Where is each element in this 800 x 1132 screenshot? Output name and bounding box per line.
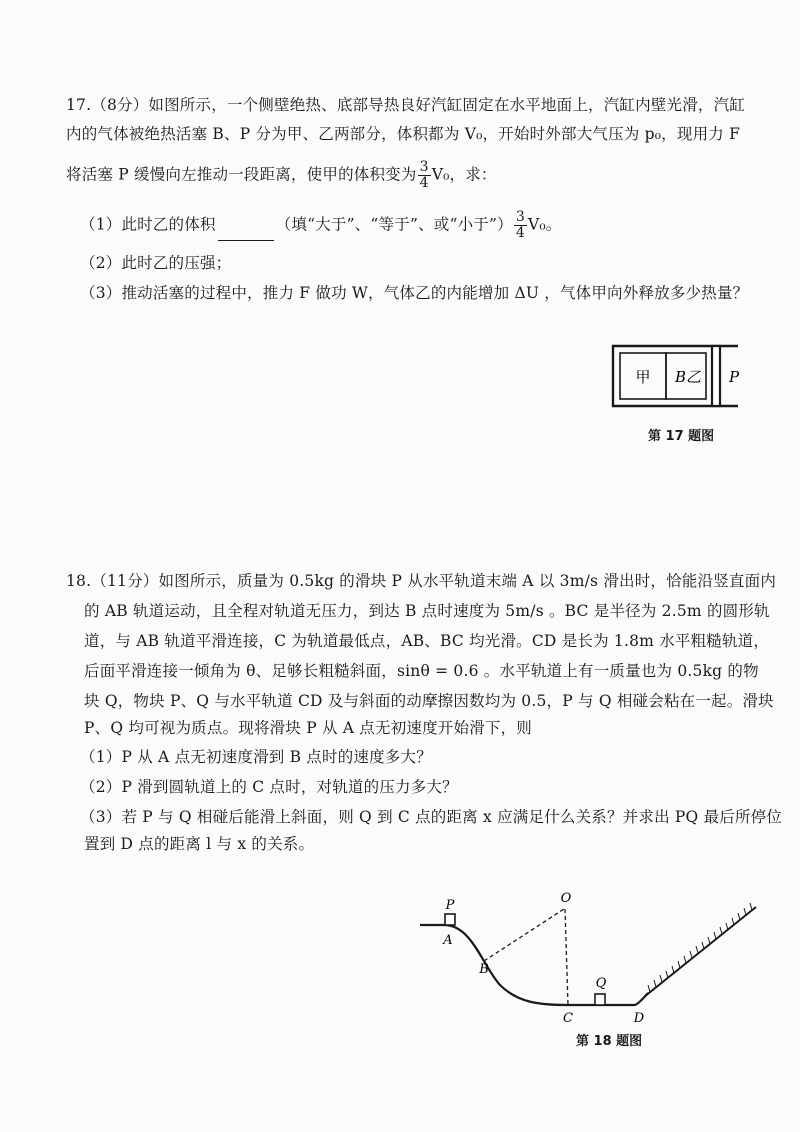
q17-line-3-tail: V₀，求： — [431, 165, 497, 184]
answer-blank[interactable] — [218, 224, 274, 241]
q18-sub-3-line-1: （3）若 P 与 Q 相碰后能滑上斜面，则 Q 到 C 点的距离 x 应满足什么关系？并求出 PQ 最后所停位 — [80, 808, 783, 826]
fraction-numerator: 3 — [515, 209, 525, 225]
q18-sub-3-line-2: 置到 D 点的距离 l 与 x 的关系。 — [84, 835, 315, 853]
q17-line-2: 内的气体被绝热活塞 B、P 分为甲、乙两部分，体积都为 V₀，开始时外部大气压为 p₀，现用力 F — [66, 125, 741, 143]
q18-line-4: 后面平滑连接一倾角为 θ、足够长粗糙斜面，sinθ = 0.6 。水平轨道上有一质量也为 0.5kg 的物 — [84, 662, 759, 680]
block-p — [445, 914, 455, 925]
q18-figure — [420, 885, 760, 1025]
q17-figure — [600, 340, 760, 420]
q17-sub-2: （2）此时乙的压强； — [80, 254, 232, 272]
label-p: P — [445, 898, 455, 913]
q17-line-3 — [66, 160, 497, 191]
label-b-yi: B乙 — [674, 368, 702, 386]
track-curve — [420, 925, 648, 1005]
q17-sub-1 — [80, 210, 561, 241]
q18-sub-1: （1）P 从 A 点无初速度滑到 B 点时的速度多大？ — [80, 748, 432, 766]
q18-line-6: P、Q 均可视为质点。现将滑块 P 从 A 点无初速度开始滑下，则 — [84, 719, 532, 737]
label-b: B — [479, 962, 489, 977]
label-d: D — [633, 1011, 645, 1025]
label-q: Q — [595, 976, 607, 991]
fraction-denominator: 4 — [419, 175, 429, 191]
q17-sub-1-options: （填“大于”、“等于”、或“小于”） — [275, 215, 513, 234]
block-q — [595, 994, 605, 1005]
q18-line-5: 块 Q，物块 P、Q 与水平轨道 CD 及与斜面的动摩擦因数均为 0.5，P 与 Q 相碰会粘在一起。滑块 — [84, 692, 774, 710]
radius-ob — [484, 909, 564, 961]
label-c: C — [563, 1011, 573, 1025]
piston-p — [712, 346, 720, 406]
q17-line-3-text: 将活塞 P 缓慢向左推动一段距离，使甲的体积变为 — [66, 165, 417, 184]
incline-hatching — [648, 903, 752, 992]
label-o: O — [560, 891, 572, 906]
incline — [644, 907, 756, 997]
q17-sub-1-tail: V₀。 — [527, 215, 562, 234]
q18-sub-2: （2）P 滑到圆轨道上的 C 点时，对轨道的压力多大？ — [80, 778, 458, 796]
label-jia: 甲 — [635, 368, 651, 386]
fraction — [418, 160, 431, 191]
fraction — [514, 210, 527, 241]
q18-line-2: 的 AB 轨道运动，且全程对轨道无压力，到达 B 点时速度为 5m/s 。BC 是半径为 2.5m 的圆形轨 — [84, 602, 770, 620]
q17-figure-caption: 第 17 题图 — [648, 429, 715, 444]
radius-oc — [565, 909, 568, 1005]
q18-line-3: 道，与 AB 轨道平滑连接，C 为轨道最低点，AB、BC 均光滑。CD 是长为 1.8m 水平粗糙轨道， — [84, 632, 770, 650]
q18-figure-caption: 第 18 题图 — [576, 1034, 643, 1049]
q17-sub-3: （3）推动活塞的过程中，推力 F 做功 W，气体乙的内能增加 ΔU ，气体甲向外释放多少热量？ — [80, 284, 749, 302]
label-a: A — [443, 933, 453, 948]
q17-sub-1-text: （1）此时乙的体积 — [80, 215, 216, 234]
label-p: P — [728, 368, 740, 386]
fraction-numerator: 3 — [419, 159, 429, 175]
q18-line-1: 18.（11分）如图所示，质量为 0.5kg 的滑块 P 从水平轨道末端 A 以 3m/s 滑出时，恰能沿竖直面内 — [66, 572, 777, 590]
q17-line-1: 17.（8分）如图所示，一个侧壁绝热、底部导热良好汽缸固定在水平地面上，汽缸内壁光滑，汽缸 — [66, 96, 746, 114]
fraction-denominator: 4 — [515, 225, 525, 241]
